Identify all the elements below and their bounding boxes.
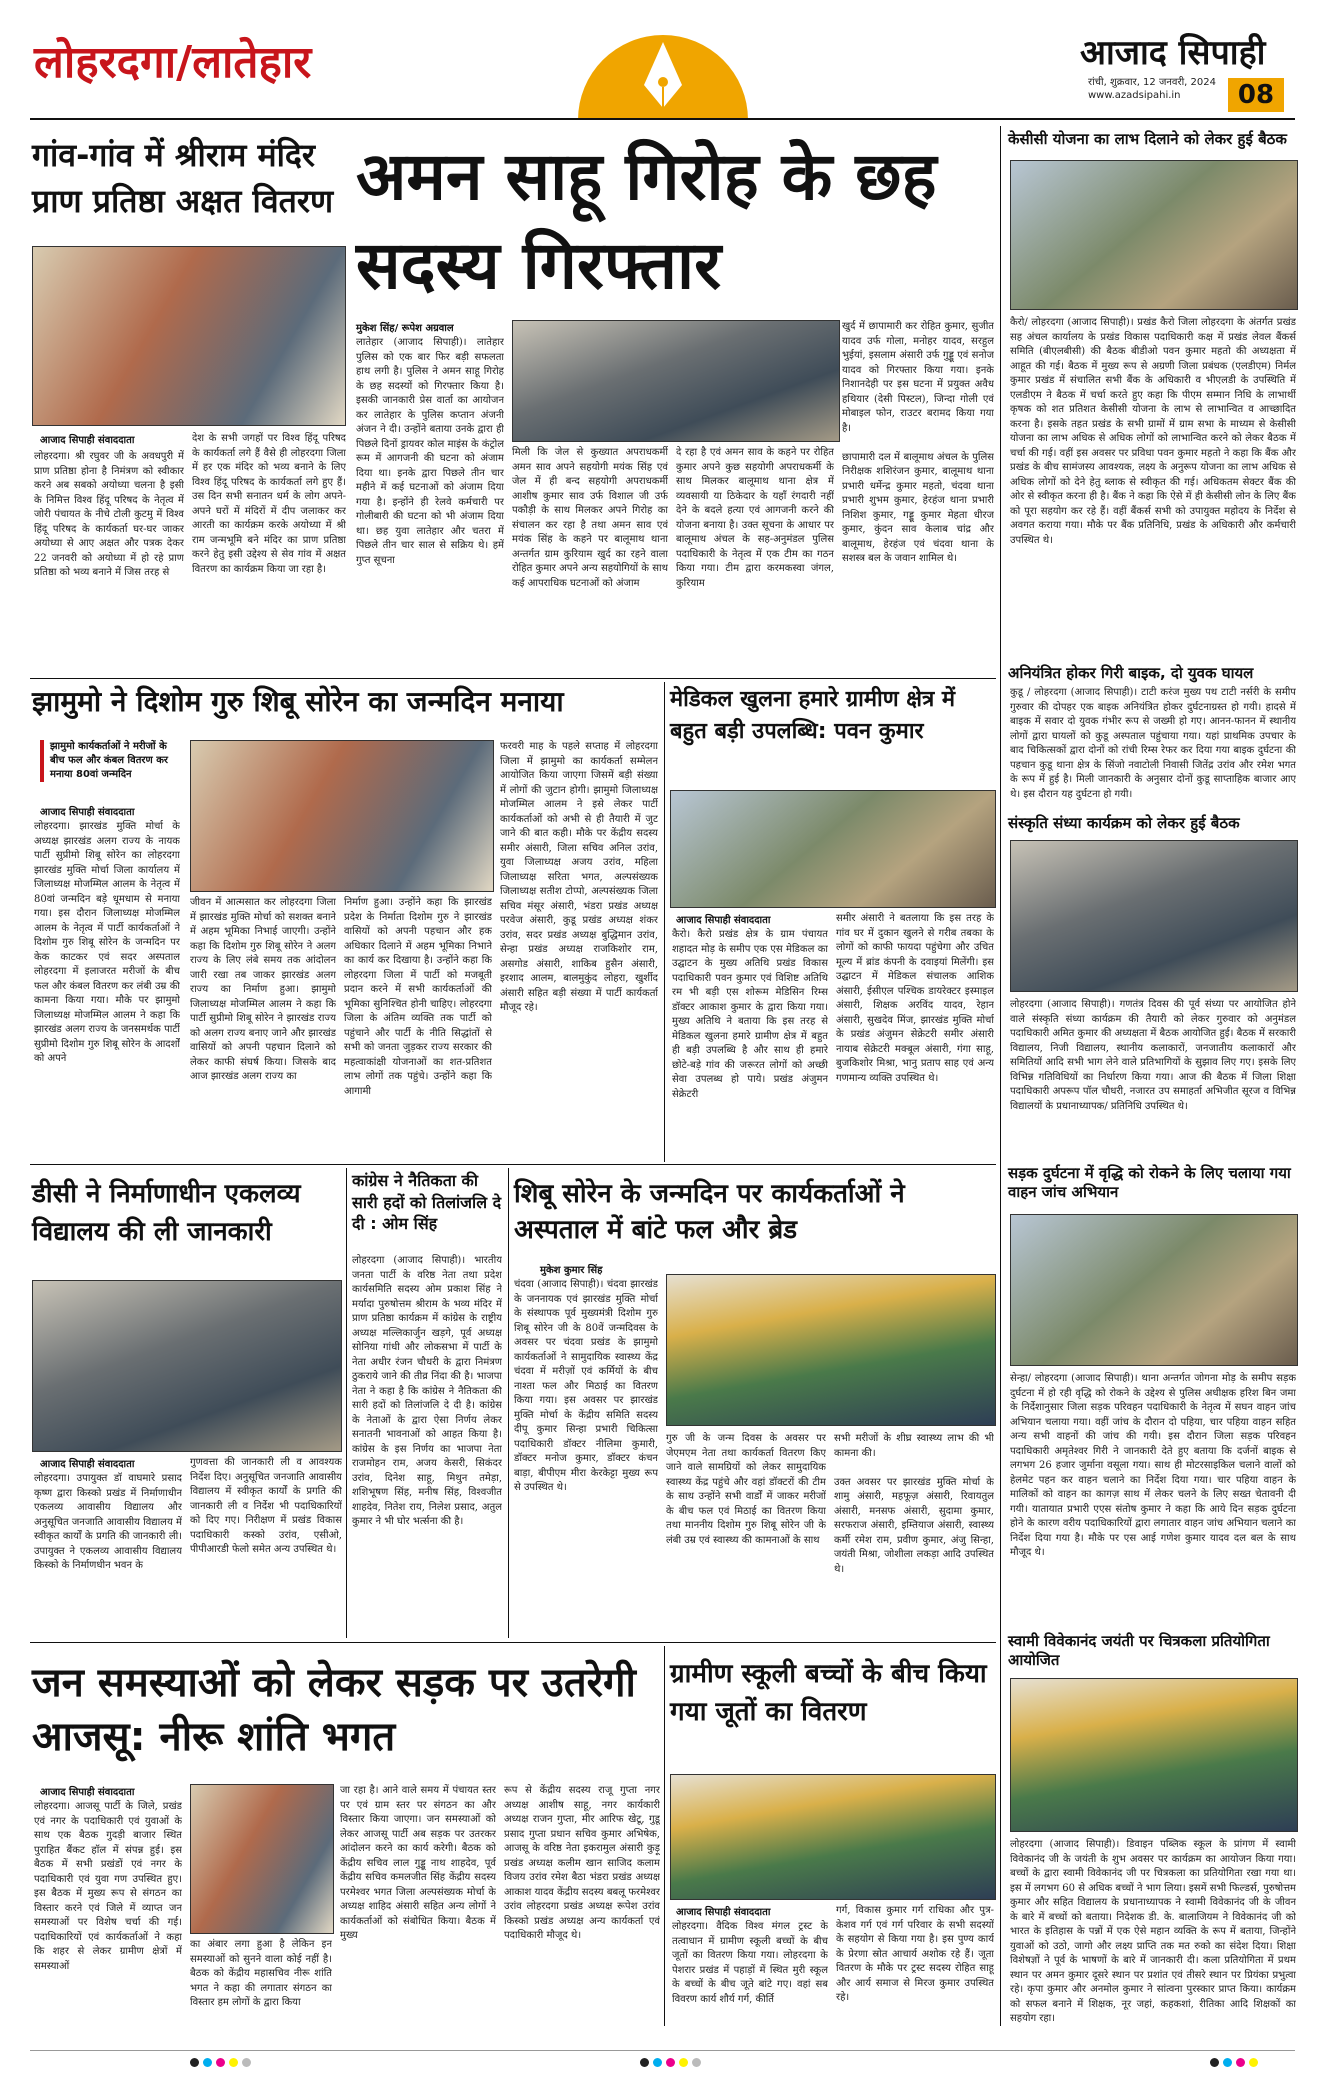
- byline-jmm: आजाद सिपाही संवाददाता: [40, 807, 135, 818]
- section-title: लोहरदगा/लातेहार: [34, 37, 312, 88]
- text-medical-col2: समीर अंसारी ने बतलाया कि इस तरह के गांव घर में दुकान खुलने से गरीब तबका के लोगों को काफी फायदा पहुंचेगा और उचित मूल्य में ब्रांड कंपनी के दवाइयां मिलेंगी। इस उद्घाटन में मेडिकल संचालक आशिक अंसारी, ईसीएल पश्चिक डायरेक्टर इस्माइल अंसारी, शिक्षक अरविंद यादव, रेहान अंसारी, सुखदेव मिंज, झारखंड मुक्ति मोर्चा के प्रखंड अंजुमन सेक्रेटरी समीर अंसारी नायाब सेक्रेटरी मक्बूल अंसारी, गंगा साहू, बुजकिशोर मिश्रा, भानु प्रताप साह एवं अन्य गणमान्य व्यक्ति उपस्थित थे।: [836, 913, 994, 1084]
- headline-bike: अनियंत्रित होकर गिरी बाइक, दो युवक घायल: [1008, 664, 1254, 682]
- headline-congress: कांग्रेस ने नैतिकता की सारी हदों को तिलांजलि दे दी : ओम सिंह: [352, 1171, 502, 1234]
- text-bike: कुडू / लोहरदगा (आजाद सिपाही)। टाटी करंज मुख्य पथ टाटी नर्सरी के समीप गुरुवार की दोपहर एक बाइक अनियंत्रित होकर दुर्घटनाग्रस्त हो गयी। हादसे में बाइक में सवार दो युवक गंभीर रूप से जख्मी हो गए। आनन-फानन में स्थानीय लोगों द्वारा घायलों को कुडू अस्पताल पहुंचाया गया। यहां प्राथमिक उपचार के बाद चिकित्सकों द्वारा दोनों को रांची रिम्स रेफर कर दिया गया बाइक दुर्घटना की पहचान कुडू थाना क्षेत्र के सिंजो नवाटोली निवासी जितेंद्र उरांव और रमेश भगत के रूप में हुई है। मिली जानकारी के अनुसार दोनों कुडू साप्ताहिक बाजार आए थे। इस दौरान यह दुर्घटना हो गयी।: [1010, 687, 1296, 800]
- row3-divider-2: [508, 1168, 509, 1638]
- photo-dc: [32, 1280, 342, 1452]
- headline-vivekanand: स्वामी विवेकानंद जयंती पर चित्रकला प्रतियोगिता आयोजित: [1008, 1632, 1270, 1669]
- text-aman-col3: दे रहा है एवं अमन साव के कहने पर रोहित कुमार अपने कुछ सहयोगी अपराधकर्मी के साथ मिलकर बालूमाथ थाना क्षेत्र में व्यवसायी या ठिकेदार के यहाँ रंगदारी नहीं देने के बदले हत्या एवं आगजनी करने की योजना बनाया है। उक्त सूचना के आधार पर बालूमाथ अंचल के सह-अनुमंडल पुलिस पदाधिकारी के नेतृत्व में एक टीम का गठन किया गया। टीम द्वारा करमकस्वा जंगल, कुरियाम: [676, 447, 834, 589]
- text-kcc: कैरो/ लोहरदगा (आजाद सिपाही)। प्रखंड कैरो जिला लोहरदगा के अंतर्गत प्रखंड सह अंचल कार्यालय के प्रखंड विकास पदाधिकारी कक्ष में प्रखंड लेवल बैंकर्स समिति (बीएलबीसी) की बैठक बीडीओ पवन कुमार महतो की अध्यक्षता में आहूत की गई। बैठक में मुख्य रूप से अग्रणी जिला प्रबंधक (एलडीएम) निर्मल कुमार प्रखंड में संचालित सभी बैंक के अधिकारी व भीएलडी के उपस्थिति में एलडीएम ने बैठक में चर्चा करते हुए कहा कि पीएम सम्मान निधि के लाभार्थी कृषक को शत प्रतिशत केसीसी योजना के लाभ से लाभान्वित व आच्छादित करना है। इसके तहत प्रखंड के सभी ग्रामों में ग्राम सभा के माध्यम से केसीसी योजना का लाभ अधिक से अधिक लोगों को लाभान्वित करने को लेकर बैठक में चर्चा की गई। वहीं इस अवसर पर प्रविधा पवन कुमार महतो ने कहा कि बैंक और प्रखंड के बीच सामंजस्य आवश्यक, लक्ष्य के अनुरूप योजना का लाभ अधिक से अधिक लोगों को देने हेतु ब्लाक से स्वीकृत की गई। अधिकतम सेक्टर बैंक की ओर से स्वीकृत करना ही है। बैंक ने कहा कि ऐसे में ही केसीसी लोन के लिए बैंक को पूरा सहयोग कर रहे हैं। वहीं बैंकर्स सभी को उपायुक्त महोदय के निर्देश से अवगत कराया गया। मौके पर बैंक प्रतिनिधि, प्रखंड के अधिकारी और कर्मचारी उपस्थित थे।: [1010, 317, 1296, 546]
- text-dc-col2: गुणवत्ता की जानकारी ली व आवश्यक निर्देश दिए। अनुसूचित जनजाति आवासीय विद्यालय में स्वीकृत कार्यों के प्रगति की जानकारी ली व निर्देश भी पदाधिकारियों को दिए गए। निरीक्षण में प्रखंड विकास पदाधिकारी कस्को उरांव, एसीओ, पीपीआरडी फेलो समेत अन्य उपस्थित थे।: [190, 1457, 342, 1555]
- text-shriram-col1: लोहरदगा। श्री रघुवर जी के अवधपुरी में प्राण प्रतिष्ठा होना है निमंत्रण को स्वीकार करने अब सबको अयोध्या चलना है इसी के निमित्त विश्व हिंदू परिषद के नेतृत्व में जोरी पंचायत के नीचे टोली कुटमु में विश्व हिंदू परिषद के कार्यकर्ता घर-घर जाकर अयोध्या से आए अक्षत और पत्रक देकर 22 जनवरी को अयोध्या में हो रहे प्राण प्रतिष्ठा को भव्य बनाने में जिस तरह से: [34, 451, 184, 578]
- text-vivekanand: लोहरदगा (आजाद सिपाही)। डिवाइन पब्लिक स्कूल के प्रांगण में स्वामी विवेकानंद जी के जयंती के शुभ अवसर पर कार्यक्रम का आयोजन किया गया। बच्चों के द्वारा स्वामी विवेकानंद जी पर चित्रकला का प्रतियोगिता रखा गया था। इस में लगभग 60 से अधिक बच्चों ने भाग लिया। इसमें सभी फिल्डर्स, पुरुषोत्तम कुमार और सहित विद्यालय के प्रधानाध्यापक ने स्वामी विवेकानंद जी के जीवन के बारे में बच्चों को बताया। निदेशक डी. के. बालाजियम ने विवेकानंद जी को भारत के इतिहास के पन्नों में एक ऐसे महान व्यक्ति के रूप में बताया, जिन्होंने युवाओं को उठो, जागो और लक्ष्य प्राप्ति तक मत रुको का संदेश दिया। शिक्षा विशेषज्ञों ने पूर्व के भाषणों के बारे में जानकारी दी। कला प्रतियोगिता में प्रथम स्थान पर अमन कुमार दूसरे स्थान पर प्रशांत एवं तीसरे स्थान पर प्रियंका प्रभुत्वा रहे। कृपा कुमार और अनमोल कुमार ने सांत्वना पुरस्कार प्राप्त किया। कार्यक्रम को सफल बनाने में शिक्षक, नूर जहां, कहकशां, रीतिका आदि शिक्षकों का सहयोग रहा।: [1010, 1839, 1296, 2024]
- masthead-rule: [30, 118, 1295, 120]
- pen-nib-logo: [578, 30, 748, 120]
- text-shriram-col2: देश के सभी जगहों पर विश्व हिंदू परिषद के कार्यकर्ता लगे हैं वैसे ही लोहरदगा जिला में हर एक मंदिर को भव्य बनाने के लिए विश्व हिंदू परिषद के कार्यकर्ता लगे हुए हैं। उस दिन सभी सनातन धर्म के लोग अपने-अपने घरों में मंदिरों में दीप जलाकर कर आरती का कार्यक्रम करके अयोध्या में श्री राम जन्मभूमि बने मंदिर का प्राण प्रतिष्ठा करने हेतु इसी उद्देश्य से सेव गांव में अक्षत वितरण का कार्यक्रम किया जा रहा है।: [192, 433, 346, 575]
- website: www.azadsipahi.in: [1088, 90, 1181, 101]
- text-shoes-col2: गर्ग, विकास कुमार गर्ग राधिका और पुत्र- केशव गर्ग एवं गर्ग परिवार के सभी सदस्यों के सहयोग से किया गया है। इस पुण्य कार्य के प्रेरणा स्रोत आचार्य अशोक रहे हैं। जूता वितरण के मौके पर ट्रस्ट सदस्य रोहित साहू और आर्य समाज से मिरज कुमार उपस्थित रहे।: [836, 1905, 994, 2003]
- byline-fruit: मुकेश कुमार सिंह: [540, 1265, 603, 1276]
- text-fruit-col2: गुरु जी के जन्म दिवस के अवसर पर जेएमएम नेता तथा कार्यकर्ता वितरण किए जाने वाले सामग्रियों को लेकर सामुदायिक स्वास्थ्य केंद्र पहुंचे और वहां डॉक्टरों की टीम के साथ उन्होंने सभी वार्डों में जाकर मरीजों के बीच फल एवं मिठाई का वितरण किया तथा माननीय दिशोम गुरु शिबू सोरेन जी के लंबी उम्र एवं स्वास्थ्य की कामनाओं के साथ: [666, 1433, 826, 1546]
- headline-shoes: ग्रामीण स्कूली बच्चों के बीच किया गया जूतों का वितरण: [670, 1659, 987, 1727]
- text-dc-col1: लोहरदगा। उपायुक्त डॉ वाघमारे प्रसाद कृष्ण द्वारा किस्को प्रखंड में निर्माणाधीन एकलव्य आवासीय विद्यालय और अनुसूचित जनजाति आवासीय विद्यालय में स्वीकृत कार्यों के प्रगति की जानकारी ली। उपायुक्त ने एकलव्य आवासीय विद्यालय किस्को के निर्माणधीन भवन के: [34, 1473, 182, 1571]
- headline-shriram: गांव-गांव में श्रीराम मंदिर प्राण प्रतिष्ठा अक्षत वितरण: [32, 136, 334, 221]
- footer-rule: [30, 2050, 1295, 2051]
- kicker-jmm: झामुमो कार्यकर्ताओं ने मरीजों के बीच फल और कंबल वितरण कर मनाया 80वां जन्मदिन: [40, 740, 184, 782]
- headline-sanskriti: संस्कृति संध्या कार्यक्रम को लेकर हुई बैठक: [1008, 814, 1240, 832]
- text-ajsu-col4: रूप से केंद्रीय सदस्य राजू गुप्ता नगर अध्यक्ष आशीष साहू, नगर कार्यकारी अध्यक्ष राजन गुप्ता, मीर आरिफ खेटू, गुडू प्रसाद गुप्ता प्रधान सचिव कुमार अभिषेक, आजसू के वरिष्ठ नेता इकरामुल अंसारी कुड़ू प्रखंड अध्यक्ष कलीम खान साजिद कलाम विजय उरांव रमेश बैठा भंडरा प्रखंड अध्यक्ष आकाश यादव केंद्रीय सदस्य बबलू फरमेश्वर उरांव लोहरदगा प्रखंड अध्यक्ष रूपेश उरांव किस्को प्रखंड अध्यक्ष अन्य कार्यकर्ता एवं पदाधिकारी मौजूद थे।: [504, 1785, 660, 1941]
- text-aman-col1: लातेहार (आजाद सिपाही)। लातेहार पुलिस को एक बार फिर बड़ी सफलता हाथ लगी है। पुलिस ने अमन साहू गिरोह के छह सदस्यों को गिरफ्तार किया है। इसकी जानकारी प्रेस वार्ता का आयोजन कर लातेहार के पुलिस कप्तान अंजनी अंजन ने दी। उन्होंने बताया उनके द्वारा ही पिछले दिनों ड्रायवर कोल माइंस के कंट्रोल रूम में आगजनी की घटना को अंजाम दिया था। इनके द्वारा पिछले तीन चार महीने में कई घटनाओं को अंजाम दिया गया है। इन्होंने ही रेलवे कर्मचारी पर गोलीबारी की घटना को भी अंजाम दिया था। छह युवा लातेहार और चतरा में पिछले तीन चार साल से सक्रिय थे। हमें गुप्त सूचना: [356, 337, 504, 566]
- text-ajsu-col2: का अंबार लगा हुआ है लेकिन इन समस्याओं को सुनने वाला कोई नहीं है। बैठक को केंद्रीय महासचिव नीरू शांति भगत ने कहा की लगातार संगठन का विस्तार हम लोगों के द्वारा किया: [190, 1939, 332, 2008]
- text-congress: लोहरदगा (आजाद सिपाही)। भारतीय जनता पार्टी के वरिष्ठ नेता तथा प्रदेश कार्यसमिति सदस्य ओम प्रकाश सिंह ने मर्यादा पुरुषोत्तम श्रीराम के भव्य मंदिर में प्राण प्रतिष्ठा कार्यक्रम में कांग्रेस के राष्ट्रीय अध्यक्ष मल्लिकार्जुन खड़गे, पूर्व अध्यक्ष सोनिया गांधी और लोकसभा में पार्टी के नेता अधीर रंजन चौधरी के द्वारा निमंत्रण ठुकराये जाने की तीव्र निंदा की है। भाजपा नेता ने कहा है कि कांग्रेस ने नैतिकता की सारी हदों को तिलांजलि दे दी है। कांग्रेस के नेताओं के द्वारा ऐसा निर्णय लेकर सनातनी भावनाओं को आहत किया है। कांग्रेस के इस निर्णय का भाजपा नेता राजमोहन राम, अजय केसरी, सिकंदर उरांव, दिनेश साहू, मिथुन तमेड़ा, शशिभूषण सिंह, मनीष सिंह, विश्वजीत शाहदेव, नितेश राय, निलेश प्रसाद, अतुल कुमार ने भी घोर भर्त्सना की है।: [352, 1255, 502, 1527]
- dateline: रांची, शुक्रवार, 12 जनवरी, 2024: [1088, 77, 1216, 88]
- byline-shriram: आजाद सिपाही संवाददाता: [40, 435, 135, 446]
- text-jmm-col2: जीवन में आत्मसात कर लोहरदगा जिला में झारखंड मुक्ति मोर्चा को सशक्त बनाने में अहम भूमिका निभाई जाएगी। उन्होंने कहा कि दिशोम गुरु शिबू सोरेन ने अलग राज्य के लिए लंबे समय तक आंदोलन जारी रखा तब जाकर झारखंड अलग राज्य का निर्माण हुआ। झामुमो जिलाध्यक्ष मोजम्मिल आलम ने कहा कि पार्टी सुप्रीमो शिबू सोरेन ने झारखंड राज्य को अलग राज्य बनाए जाने और झारखंड वासियों को अपनी पहचान दिलाने को लेकर काफी संघर्ष किया। जिसके बाद आज झारखंड अलग राज्य का: [190, 897, 336, 1082]
- headline-ajsu: जन समस्याओं को लेकर सड़क पर उतरेगी आजसू: नीरू शांति भगत: [32, 1660, 636, 1760]
- text-ajsu-col1: लोहरदगा। आजसू पार्टी के जिले, प्रखंड एवं नगर के पदाधिकारी एवं युवाओं के साथ एक बैठक गुदड़ी बाजार स्थित पुराहित बैंकट हॉल में संपन्न हुई। इस बैठक में सभी प्रखंडों एवं नगर के पदाधिकारी एवं युवा गण उपस्थित हुए। इस बैठक में मुख्य रूप से संगठन का विस्तार करने एवं जिले में व्याप्त जन समस्याओं पर विशेष चर्चा की गई। पदाधिकारियों एवं कार्यकर्ताओं ने कहा कि शहर से लेकर ग्रामीण क्षेत्रों में समस्याओं: [34, 1801, 182, 1972]
- row3-divider-1: [346, 1168, 347, 1638]
- page-number: 08: [1228, 78, 1284, 112]
- row2-divider: [664, 682, 665, 1162]
- headline-dc: डीसी ने निर्माणाधीन एकलव्य विद्यालय की ली जानकारी: [32, 1179, 301, 1247]
- text-aman-col2: मिली कि जेल से कुख्यात अपराधकर्मी अमन साव अपने सहयोगी मयंक सिंह एवं जेल में ही बन्द सहयोगी अपराधकर्मी आशीष कुमार साव उर्फ विशाल जी उर्फ पकौड़ी के साथ मिलकर अपने गिरोह का संचालन कर रहा है तथा अमन साव एवं मयंक सिंह के कहने पर बालूमाथ थाना अन्तर्गत ग्राम कुरियाम खुर्द का रहने वाला रोहित कुमार अपने अन्य सहयोगियों के साथ कई आपराधिक घटनाओं को अंजाम: [512, 447, 668, 589]
- byline-medical: आजाद सिपाही संवाददाता: [676, 915, 771, 926]
- right-column-rule: [1000, 126, 1001, 2026]
- photo-shoes: [670, 1774, 996, 1900]
- text-medical-col1: कैरो। कैरो प्रखंड क्षेत्र के ग्राम पंचायत शहादत मोड़ के समीप एक एस मेडिकल का उद्घाटन के मुख्य अतिथि प्रखंड विकास पदाधिकारी पवन कुमार एवं विशिष्ट अतिथि रम भी बड़ी एस शोरूम मेडिसिन रिम्स डॉक्टर आकाश कुमार के द्वारा किया गया। मुख्य अतिथि ने बताया कि इस तरह से मेडिकल खुलना हमारे ग्रामीण क्षेत्र में बहुत ही बड़ी उपलब्धि है और साथ ही हमारे छोटे-बड़े गांव की जरूरत लोगों को अच्छी सेवा उपलब्ध हो पाये। प्रखंड अंजुमन सेक्रेटरी: [672, 929, 828, 1100]
- text-road: सेन्हा/ लोहरदगा (आजाद सिपाही)। थाना अन्तर्गत जोगना मोड़ के समीप सड़क दुर्घटना में हो रही वृद्धि को रोकने के उद्देश्य से पुलिस अधीक्षक हरिश बिन जमा के निर्देशानुसार जिला सड़क परिवहन पदाधिकारी के नेतृत्व में सघन वाहन जांच अभियान चलाया गया। वहीं जांच के दौरान दो पहिया, चार पहिया वाहन सहित अन्य सभी वाहनों की जांच की गयी। इस दौरान जिला सड़क परिवहन पदाधिकारी अमृतेश्वर गिरी ने जानकारी देते हुए बताया कि दर्जनों बाइक से लगभग 26 हजार जुर्माना वसूला गया। साथ ही मोटरसाइकिल चलाने वालों को हेलमेट पहन कर वाहन चलाने का निर्देश दिया गया। चार पहिया वाहन के मालिकों को वाहन का कागज़ साथ में लेकर चलने के लिए सख्त चेतावनी दी गयी। यातायात प्रभारी एएस संतोष कुमार ने कहा कि आये दिन सड़क दुर्घटना होने के कारण वरीय पदाधिकारियों द्वारा लगातार वाहन जांच अभियान चलाने का निर्देश दिया गया है। मौके पर एस आई गणेश कुमार यादव दल बल के साथ मौजूद थे।: [1010, 1373, 1296, 1558]
- byline-shoes: आजाद सिपाही संवाददाता: [676, 1907, 771, 1918]
- photo-fruit: [666, 1274, 996, 1426]
- photo-sanskriti: [1010, 840, 1298, 992]
- text-ajsu-col3: जा रहा है। आने वाले समय में पंचायत स्तर पर एवं ग्राम स्तर पर संगठन का और विस्तार किया जाएगा। जन समस्याओं को लेकर आजसू पार्टी अब सड़क पर उतरकर आंदोलन करने का कार्य करेगी। बैठक को केंद्रीय सचिव लाल गुड्डू नाथ शाहदेव, पूर्व केंद्रीय सचिव कमलजीत सिंह केंद्रीय सदस्य परमेश्वर भगत जिला अल्पसंख्यक मोर्चा के अध्यक्ष शाहिद अंसारी सहित अन्य लोगों ने कार्यकर्ताओं को संबोधित किया। बैठक में मुख्य: [340, 1785, 496, 1941]
- text-shoes-col1: लोहरदगा। वैदिक विश्व मंगल ट्रस्ट के तत्वाधान में ग्रामीण स्कूली बच्चों के बीच जूतों का वितरण किया गया। लोहरदगा के पेशरार प्रखंड में पहाड़ों में स्थित मुरी स्कूल के बच्चों के बीच जूते बांटे गए। वहां सब विवरण कार्य शौर्य गर्ग, कीर्ति: [672, 1921, 828, 2005]
- row2-rule: [30, 678, 996, 679]
- text-fruit-col1: चंदवा (आजाद सिपाही)। चंदवा झारखंड के जननायक एवं झारखंड मुक्ति मोर्चा के संस्थापक पूर्व मुख्यमंत्री दिशोम गुरु शिबू सोरेन जी के 80वें जन्मदिवस के अवसर पर चंदवा प्रखंड के झामुमो कार्यकर्ताओं ने सामुदायिक स्वास्थ्य केंद्र चंदवा में मरीज़ों एवं कर्मियों के बीच नाश्ता फल और मिठाई का वितरण किया गया। इस अवसर पर झारखंड मुक्ति मोर्चा के केंद्रीय समिति सदस्य दीपू कुमार सिन्हा प्रभारी चिकित्सा पदाधिकारी डॉक्टर नीलिमा कुमारी, डॉक्टर मनोज कुमार, डॉक्टर कंचन बाड़ा, बीपीएम मीरा केरकेट्टा मुख्य रूप से उपस्थित थे।: [514, 1279, 658, 1493]
- text-fruit-col3: सभी मरीजों के शीघ्र स्वास्थ्य लाभ की भी कामना की। उक्त अवसर पर झारखंड मुक्ति मोर्चा के शामु अंसारी, महफूज़ अंसारी, रिवायतुल अंसारी, मनसफ अंसारी, सुदामा कुमार, सरफराज अंसारी, इम्तियाज अंसारी, स्वास्थ्य कर्मी रमेश राम, प्रवीण कुमार, अंजु सिन्हा, जयंती मिश्रा, जोशीला लकड़ा आदि उपस्थित थे।: [834, 1433, 994, 1575]
- photo-vivekanand: [1010, 1678, 1298, 1832]
- paper-name: आजाद सिपाही: [1080, 33, 1266, 73]
- photo-medical: [670, 790, 996, 908]
- text-sanskriti: लोहरदगा (आजाद सिपाही)। गणतंत्र दिवस की पूर्व संध्या पर आयोजित होने वाले संस्कृति संध्या कार्यक्रम की तैयारी को लेकर गुरुवार को अनुमंडल पदाधिकारी अमित कुमार की अध्यक्षता में बैठक आयोजित हुई। बैठक में सरकारी विद्यालय, निजी विद्यालय, स्थानीय कलाकारों, जनजातीय कलाकारों और समितियों आदि सभी भाग लेने वाले प्रतिभागियों के सुझाव लिए गए। इसके लिए विभिन्न गतिविधियों का निर्धारण किया गया। आज की बैठक में जिला शिक्षा पदाधिकारी अपरूप पॉल चौधरी, नजारत उप समाहर्ता अभिजीत सूरज व विभिन्न विद्यालयों के प्रधानाध्यापक/ प्रतिनिधि उपस्थित थे।: [1010, 999, 1296, 1112]
- photo-road: [1010, 1214, 1298, 1366]
- row4-divider: [664, 1646, 665, 2026]
- pen-nib-icon: [578, 30, 748, 120]
- registration-marks-center: [640, 2058, 701, 2067]
- photo-aman: [512, 320, 840, 442]
- photo-jmm: [190, 740, 494, 892]
- row4-rule: [30, 1642, 996, 1643]
- text-jmm-col4: फरवरी माह के पहले सप्ताह में लोहरदगा जिला में झामुमो का कार्यकर्ता सम्मेलन आयोजित किया जाएगा जिसमें बड़ी संख्या में लोगों की जुटान होगी। झामुमो जिलाध्यक्ष मोजम्मिल आलम ने इसे लेकर पार्टी कार्यकर्ताओं को अभी से ही तैयारी में जुट जाने की बात कही। मौके पर केंद्रीय सदस्य समीर अंसारी, जिला सचिव अनिल उरांव, युवा जिलाध्यक्ष अजय उरांव, महिला जिलाध्यक्ष सरिता भगत, अल्पसंख्यक जिलाध्यक्ष सतीश टोप्पो, अल्पसंख्यक जिला सचिव मंसूर अंसारी, भंडरा प्रखंड अध्यक्ष परवेज अंसारी, कुडू प्रखंड अध्यक्ष शंकर उरांव, सदर प्रखंड अध्यक्ष बुद्धिमान उरांव, सेन्हा प्रखंड अध्यक्ष राजकिशोर राम, असगोड अंसारी, शाकिब हुसैन अंसारी, इरशाद आलम, बालमुकुंद लोहरा, खुर्शीद अंसारी सहित बड़ी संख्या में पार्टी कार्यकर्ता मौजूद रहे।: [500, 741, 658, 1013]
- text-jmm-col1: लोहरदगा। झारखंड मुक्ति मोर्चा के अध्यक्ष झारखंड अलग राज्य के नायक पार्टी सुप्रीमो शिबू सोरेन का लोहरदगा झारखंड मुक्ति मोर्चा जिला कार्यालय में जिलाध्यक्ष मोजम्मिल आलम के नेतृत्व में 80वां जन्मदिन बड़े धूमधाम से मनाया गया। इस दौरान जिलाध्यक्ष मोजम्मिल आलम के नेतृत्व में पार्टी कार्यकर्ताओं ने दिशोम गुरु शिबू सोरेन के जन्मदिन पर केक काटकर एवं सदर अस्पताल लोहरदगा में इलाजरत मरीजों के बीच फल और कंबल वितरण कर लंबी उम्र की कामना किया गया। मौके पर झामुमो जिलाध्यक्ष मोजम्मिल आलम ने कहा कि झारखंड अलग राज्य के जनसमर्थक पार्टी सुप्रीमो दिशोम गुरु शिबू सोरेन के आदर्शों को अपने: [34, 821, 180, 1064]
- headline-jmm: झामुमो ने दिशोम गुरु शिबू सोरेन का जन्मदिन मनाया: [32, 685, 564, 718]
- registration-marks-right: [1210, 2058, 1258, 2067]
- photo-ajsu: [190, 1784, 334, 1934]
- headline-road: सड़क दुर्घटना में वृद्धि को रोकने के लिए चलाया गया वाहन जांच अभियान: [1008, 1164, 1291, 1201]
- text-jmm-col3: निर्माण हुआ। उन्होंने कहा कि झारखंड प्रदेश के निर्माता दिशोम गुरु ने झारखंड वासियों को अपनी पहचान और हक अधिकार दिलाने में अहम भूमिका निभाने का कार्य कर दिखाया है। उन्होंने कहा कि लोहरदगा जिला में पार्टी को मजबूती प्रदान करने में सभी कार्यकर्ताओं की भूमिका सुनिश्चित होनी चाहिए। लोहरदगा जिला के अंतिम व्यक्ति तक पार्टी को पहुंचाने और पार्टी के नीति सिद्धांतों से सभी को जनता जुड़कर राज्य सरकार की महत्वाकांक्षी योजनाओं का शत-प्रतिशत लाभ लोगों तक पहुंचे। उन्होंने कहा कि आगामी: [344, 897, 492, 1097]
- headline-kcc: केसीसी योजना का लाभ दिलाने को लेकर हुई बैठक: [1008, 130, 1287, 148]
- headline-aman: अमन साहू गिरोह के छह सदस्य गिरफ्तार: [356, 138, 937, 305]
- row3-rule: [30, 1164, 996, 1165]
- photo-shriram: [32, 246, 346, 426]
- photo-kcc: [1010, 160, 1298, 310]
- headline-fruit: शिबू सोरेन के जन्मदिन पर कार्यकर्ताओं ने अस्पताल में बांटे फल और ब्रेड: [514, 1179, 905, 1246]
- byline-dc: आजाद सिपाही संवाददाता: [40, 1459, 135, 1470]
- text-aman-col4: खुर्द में छापामारी कर रोहित कुमार, सुजीत यादव उर्फ गोला, मनोहर यादव, सरहुल भुईयां, इसलाम अंसारी उर्फ गुड्डू एवं सनोज यादव को गिरफ्तार किया गया। इनके निशानदेही पर इस घटना में प्रयुक्त अवैध हथियार (देसी पिस्टल), जिन्दा गोली एवं मोबाइल फोन, राउटर बरामद किया गया है। छापामारी दल में बालूमाथ अंचल के पुलिस निरीक्षक शशिरंजन कुमार, बालूमाथ थाना प्रभारी धर्मेन्द्र कुमार महतो, चंदवा थाना प्रभारी शुभम कुमार, हेरहंज थाना प्रभारी निशिश कुमार, गड्डू कुमार मेहता धीरज कुमार, कुंदन साव केलाब चांद्र और बालूमाथ, हेरहंज एवं चंदवा थाना के सशस्त्र बल के जवान शामिल थे।: [842, 321, 994, 564]
- byline-aman: मुकेश सिंह/ रूपेश अग्रवाल: [356, 323, 454, 334]
- headline-medical: मेडिकल खुलना हमारे ग्रामीण क्षेत्र में बहुत बड़ी उपलब्धि: पवन कुमार: [670, 687, 956, 744]
- registration-marks-left: [190, 2058, 251, 2067]
- byline-ajsu: आजाद सिपाही संवाददाता: [40, 1787, 135, 1798]
